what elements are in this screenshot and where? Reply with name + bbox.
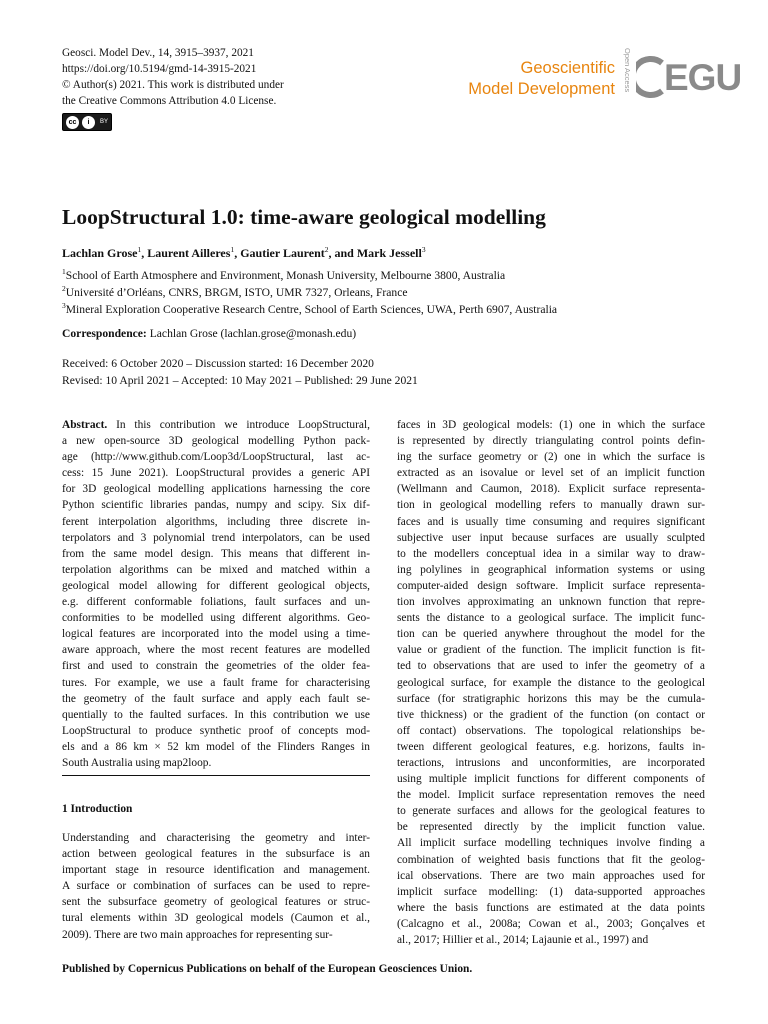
- abstract: [62, 417, 370, 771]
- author-separator: ,: [234, 246, 241, 260]
- text-line: [397, 433, 705, 449]
- affiliation-text: Université d’Orléans, CNRS, BRGM, ISTO, UMR 7327, Orleans, France: [65, 286, 408, 299]
- text-line: [62, 562, 370, 578]
- text-line: [397, 610, 705, 626]
- text-line: [62, 878, 370, 894]
- text-line: [62, 910, 370, 926]
- text-line-content: conformities to be modelled using different algorithms. Geo-: [62, 612, 370, 625]
- text-line: [62, 530, 370, 546]
- text-line-content: quentially to the faulted surfaces. In this contribution we use: [62, 708, 370, 721]
- text-line-content: ferent interpolation algorithms, including three discrete in-: [62, 515, 370, 528]
- text-line-content: In this contribution we introduce LoopStructural,: [107, 419, 370, 431]
- text-line: [397, 739, 705, 755]
- egu-logo-icon: [636, 55, 666, 99]
- author-name: Gautier Laurent: [240, 246, 325, 260]
- text-line-content: e.g. different conformable foliations, fault surfaces and un-: [62, 596, 370, 609]
- received-line: Received: 6 October 2020 – Discussion started: 16 December 2020: [62, 357, 374, 370]
- text-line-content: computer-aided design software. Implicit surface representa-: [397, 579, 705, 592]
- affiliation-item: [62, 267, 557, 284]
- text-line: [397, 481, 705, 497]
- affiliation-number: 1: [62, 267, 66, 277]
- text-line-content: Understanding and characterising the geometry and inter-: [62, 832, 370, 844]
- text-line: [397, 626, 705, 642]
- author-affiliation-number: 1: [137, 245, 142, 254]
- text-line: [62, 739, 370, 755]
- article-citation-block: [62, 45, 284, 109]
- text-line-content: value or gradient of the function. The implicit function is fit-: [397, 644, 705, 657]
- text-line-content: action between geological features in the subsurface is an: [62, 848, 370, 861]
- text-line: [62, 626, 370, 642]
- text-line-content: extracted as an isovalue or level set of an implicit function: [397, 467, 705, 480]
- text-line-content: ical observations. There are two main approaches used for: [397, 869, 705, 882]
- text-line: [62, 417, 370, 433]
- correspondence: [62, 327, 356, 340]
- text-line-content: tween different geological features, e.g. horizons, faults in-: [397, 740, 705, 753]
- text-line-content: where the basis functions are estimated at the data points: [397, 901, 705, 914]
- publisher-footer: Published by Copernicus Publications on behalf of the European Geosciences Union.: [62, 963, 473, 975]
- text-line: [397, 514, 705, 530]
- text-line: [397, 932, 705, 948]
- text-line: [62, 642, 370, 658]
- correspondence-label: Correspondence:: [62, 327, 147, 340]
- author-affiliation-number: 3: [421, 245, 426, 254]
- text-line-content: cess: 15 June 2021). LoopStructural provides a generic API: [62, 467, 370, 480]
- text-line-content: teractions, intrusions and unconformities, are incorporated: [397, 756, 705, 769]
- text-line: [62, 755, 370, 771]
- text-line-content: sents the distance to a geological surface. The implicit func-: [397, 612, 705, 625]
- text-line: [62, 723, 370, 739]
- text-line-content: al., 2017; Hillier et al., 2014; Lajaunie et al., 1997) and: [397, 934, 649, 946]
- text-line: [62, 691, 370, 707]
- text-line: [397, 658, 705, 674]
- cc-by-license-badge[interactable]: [62, 113, 112, 131]
- abstract-divider: [62, 775, 370, 776]
- text-line: [62, 675, 370, 691]
- text-line-content: the geometry of the fault surface and apply each fault se-: [62, 692, 370, 705]
- text-line-content: A surface or combination of surfaces can be used to repre-: [62, 880, 370, 893]
- text-line: [62, 830, 370, 846]
- text-line: [397, 723, 705, 739]
- text-line-content: is represented by directly triangulating control points defin-: [397, 435, 705, 448]
- by-label: BY: [100, 119, 109, 125]
- author-separator: , and: [328, 246, 357, 260]
- text-line: [62, 433, 370, 449]
- text-line: [397, 852, 705, 868]
- text-line-content: faces and is usually time consuming and requires significant: [397, 515, 705, 528]
- text-line-content: geological model allowing for different geological objects,: [62, 579, 370, 592]
- affiliation-text: Mineral Exploration Cooperative Research Centre, School of Earth Sciences, UWA, Perth 6907, Australia: [65, 303, 558, 316]
- text-line-content: 2009). There are two main approaches for representing sur-: [62, 928, 333, 941]
- text-line-content: (Wellmann and Caumon, 2018). Explicit surface representa-: [397, 483, 705, 496]
- text-line: [62, 497, 370, 513]
- text-line-content: terpolators and 3 polynomial trend interpolators, can be used: [62, 531, 370, 544]
- text-line: [62, 894, 370, 910]
- text-line-content: using multiple implicit functions for different components of: [397, 773, 705, 786]
- text-line-content: age (http://www.github.com/Loop3d/LoopStructural, last ac-: [62, 451, 370, 464]
- text-line: [397, 691, 705, 707]
- author-affiliation-number: 2: [324, 245, 329, 254]
- author-name: Lachlan Grose: [62, 246, 138, 260]
- text-line-content: important stage in resource identification and management.: [62, 864, 370, 877]
- text-line-content: from the same model design. This means that different in-: [62, 547, 370, 560]
- affiliation-number: 3: [62, 301, 66, 311]
- citation-line: Geosci. Model Dev., 14, 3915–3937, 2021: [62, 47, 254, 59]
- cc-icon: cc: [66, 116, 79, 129]
- text-line: [397, 900, 705, 916]
- text-line: [62, 658, 370, 674]
- doi-link[interactable]: https://doi.org/10.5194/gmd-14-3915-2021: [62, 63, 257, 75]
- text-line-content: Python scientific libraries pandas, numpy and scipy. Six dif-: [62, 499, 370, 512]
- text-line-content: to generate surfaces and allows for the geological features to: [397, 805, 705, 818]
- text-line-content: first and used to constrain the geometries of the older fea-: [62, 660, 370, 673]
- text-line-content: South Australia using map2loop.: [62, 756, 212, 769]
- section-heading-introduction: 1 Introduction: [62, 803, 133, 815]
- text-line: [62, 610, 370, 626]
- text-line-content: All implicit surface modelling techniques involve finding a: [397, 837, 705, 850]
- text-line-content: off contact) observations. The topological relationships be-: [397, 724, 705, 737]
- text-line-content: tive thickness) or the gradient of the function (on contact or: [397, 708, 705, 721]
- text-line: [397, 497, 705, 513]
- text-line: [62, 481, 370, 497]
- text-line-content: ted to observations that are used to infer the geometry of a: [397, 660, 705, 673]
- text-line-content: terpolation algorithms can be mixed and matched within a: [62, 563, 370, 576]
- text-line: [397, 594, 705, 610]
- author-list: [62, 246, 426, 261]
- text-line-content: logical features are incorporated into the model using a time-: [62, 628, 370, 641]
- text-line-content: tion can be queried anywhere throughout the model for the: [397, 628, 705, 641]
- text-line: [62, 449, 370, 465]
- affiliation-item: [62, 301, 557, 318]
- text-line-content: (Calcagno et al., 2008a; Cowan et al., 2003; Gonçalves et: [397, 917, 705, 930]
- text-line: [62, 707, 370, 723]
- text-line: [397, 835, 705, 851]
- text-line: [397, 868, 705, 884]
- text-line-content: surface (for stratigraphic horizons this may be the cumula-: [397, 692, 705, 705]
- text-line: [62, 927, 370, 943]
- text-line: [397, 819, 705, 835]
- text-line-content: the model. Implicit surface representation removes the need: [397, 789, 705, 802]
- text-line: [397, 675, 705, 691]
- text-line-content: be represented directly by the implicit function value.: [397, 821, 705, 834]
- author-affiliation-number: 1: [230, 245, 235, 254]
- text-line-content: tural elements within 3D geological models (Caumon et al.,: [62, 912, 370, 925]
- text-line-content: combination of weighted basis functions that fit the geolog-: [397, 853, 705, 866]
- text-line-content: tion involves approximating an unknown function that repre-: [397, 596, 705, 609]
- text-line-content: faces in 3D geological models: (1) one in which the surface: [397, 419, 705, 431]
- text-line-content: LoopStructural to produce synthetic proof of concepts mod-: [62, 724, 370, 737]
- right-column-text: [397, 417, 705, 948]
- text-line-content: subjective user input because surfaces are usually sculpted: [397, 531, 705, 544]
- text-line: [397, 465, 705, 481]
- text-line: [397, 642, 705, 658]
- text-line: [62, 862, 370, 878]
- text-line: [62, 578, 370, 594]
- author-separator: ,: [141, 246, 148, 260]
- affiliation-text: School of Earth Atmosphere and Environment, Monash University, Melbourne 3800, Australia: [65, 269, 506, 282]
- journal-name-line-1: Geoscientific: [520, 59, 615, 77]
- correspondence-text: Lachlan Grose (lachlan.grose@monash.edu): [149, 327, 357, 340]
- author-name: Mark Jessell: [356, 246, 422, 260]
- abstract-label: Abstract.: [62, 419, 108, 431]
- text-line: [62, 546, 370, 562]
- text-line-content: to the modellers conceptual idea in a similar way to draw-: [397, 547, 705, 560]
- text-line-content: ing the surface geometry or (2) one in which the surface is: [397, 451, 705, 464]
- journal-name-line-2: Model Development: [468, 80, 615, 98]
- text-line-content: tures. For example, we use a fault frame for characterising: [62, 676, 370, 689]
- text-line-content: sent the subsurface geometry of geological features or struc-: [62, 896, 370, 909]
- license-line: the Creative Commons Attribution 4.0 License.: [62, 95, 277, 107]
- journal-name: [468, 58, 615, 100]
- text-line: [397, 803, 705, 819]
- text-line: [397, 884, 705, 900]
- text-line: [397, 916, 705, 932]
- affiliation-list: [62, 267, 557, 318]
- text-line: [62, 846, 370, 862]
- text-line: [397, 578, 705, 594]
- text-line-content: els and a 86 km × 52 km model of the Flinders Ranges in: [62, 740, 370, 753]
- revised-line: Revised: 10 April 2021 – Accepted: 10 May 2021 – Published: 29 June 2021: [62, 374, 418, 387]
- text-line: [62, 514, 370, 530]
- text-line: [397, 530, 705, 546]
- text-line: [397, 771, 705, 787]
- text-line-content: a new open-source 3D geological modelling Python pack-: [62, 435, 370, 448]
- egu-logo-text: EGU: [664, 57, 742, 98]
- open-access-label: Open Access: [623, 48, 632, 93]
- text-line: [397, 787, 705, 803]
- text-line-content: ing polylines in geographical information systems or using: [397, 563, 705, 576]
- author-name: Laurent Ailleres: [147, 246, 231, 260]
- publication-dates: [62, 355, 418, 389]
- text-line: [397, 546, 705, 562]
- text-line: [397, 417, 705, 433]
- text-line-content: aware approach, where the most recent features are modelled: [62, 644, 370, 657]
- attribution-icon: i: [82, 116, 95, 129]
- text-line-content: implicit surface modelling: (1) data-supported approaches: [397, 885, 705, 898]
- affiliation-number: 2: [62, 284, 66, 294]
- text-line-content: tion in geological modelling refers to manually drawn sur-: [397, 499, 705, 512]
- text-line: [397, 562, 705, 578]
- copyright-line: © Author(s) 2021. This work is distributed under: [62, 79, 284, 91]
- text-line: [397, 755, 705, 771]
- affiliation-item: [62, 284, 557, 301]
- text-line-content: geological surface, for example the distance to the geological: [397, 676, 705, 689]
- text-line: [62, 465, 370, 481]
- text-line-content: for 3D geological modelling applications harnessing the core: [62, 483, 370, 496]
- paper-title: LoopStructural 1.0: time-aware geological modelling: [62, 205, 546, 229]
- introduction-text: [62, 830, 370, 943]
- text-line: [397, 707, 705, 723]
- text-line: [397, 449, 705, 465]
- text-line: [62, 594, 370, 610]
